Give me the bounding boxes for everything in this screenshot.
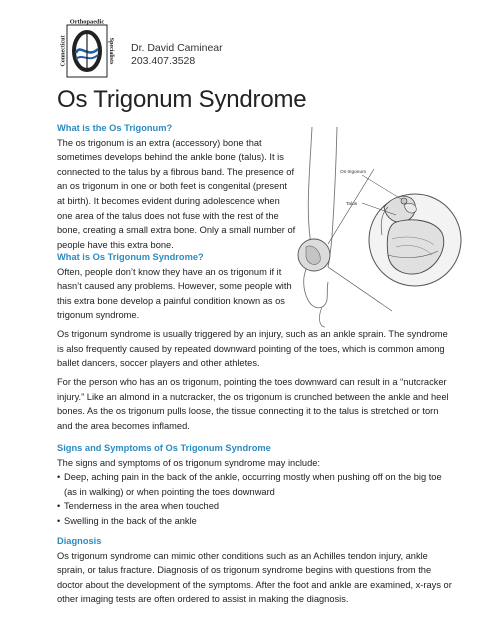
text-line: connected to the talus by a fibrous band. The presence of [57,166,295,177]
text-line: bone, creating a small extra bone. Only a small number of [57,225,296,236]
text-line: and the area becomes inflamed. [57,420,190,431]
section-diagnosis [57,534,477,607]
section-syndrome [57,250,297,323]
text-line: Os trigonum syndrome is usually triggered by an injury, such as an ankle sprain. The syndrome [57,329,448,339]
text-line: injury.” Like an almond in a nutcracker, the os trigonum is crunched between the ankle and heel [57,391,449,402]
text-line: ballet dancers, soccer players and other athletes. [57,358,260,369]
section-heading-signs: Signs and Symptoms of Os Trigonum Syndrome [57,443,271,453]
list-item-line: • Tenderness in the area when touched [64,501,220,512]
text-line: Often, people don’t know they have an os trigonum if it [57,266,282,277]
text-line: trigonum syndrome. [57,310,140,321]
list-item-line: (as in walking) or when pointing the toes downward [64,486,275,497]
text-line: sprain, or talus fracture. Diagnosis of os trigonum syndrome begins with questions from the [57,565,432,576]
section-heading-what-is: What is the Os Trigonum? [57,123,173,133]
text-line: an os trigonum in one or both feet is congenital (present [57,181,287,192]
text-line: The os trigonum is an extra (accessory) bone that [57,137,262,148]
text-line: hasn’t caused any problems. However, some people with [57,281,292,292]
section-heading-diagnosis: Diagnosis [57,536,102,546]
text-line: Os trigonum syndrome can mimic other conditions such as an Achilles tendon injury, ankle [57,550,428,561]
ankle-illustration [292,127,462,332]
signs-intro: The signs and symptoms of os trigonum syndrome may include: [57,457,321,468]
list-item [57,514,477,529]
text-line: For the person who has an os trigonum, pointing the toes downward can result in a “nutcracker [57,377,447,387]
label-os-trigonum: Os trigonum [340,170,367,175]
text-line: people have this extra bone. [57,239,174,250]
text-line: at birth). It becomes evident during adolescence when [57,195,280,206]
text-line: sometimes develops behind the ankle bone (talus). It is [57,152,284,163]
logo-right-text: Specialists [108,37,114,65]
list-item-line: • Swelling in the back of the ankle [64,515,197,526]
text-line: other imaging tests are often ordered to assist in making the diagnosis. [57,594,349,605]
text-line: bones. As the os trigonum pulls loose, the tissue connecting it to the talus is stretched or torn [57,406,439,417]
doctor-phone: 203.407.3528 [131,55,196,67]
section-signs [57,441,477,529]
list-item [57,470,477,499]
doctor-name: Dr. David Caminear [131,42,223,54]
logo-top-text: Orthopaedic [69,18,105,26]
doctor-contact [131,42,223,68]
text-line: this extra bone develop a painful condition known as os [57,295,285,306]
label-talus: Talus [346,202,358,207]
text-line: is also frequently caused by repeated downward pointing of the toes, which is common among [57,343,445,354]
section-heading-syndrome: What is Os Trigonum Syndrome? [57,252,204,262]
text-line: one area of the talus does not fuse with the rest of the [57,210,279,221]
text-line: doctor about the development of the symptoms. After the foot and ankle are examined, x-rays or [57,579,452,590]
section-what-is [57,121,297,252]
list-item-line: • Deep, aching pain in the back of the ankle, occurring mostly when pushing off on the big toe [64,472,442,483]
practice-logo [58,17,116,79]
list-item [57,499,477,514]
paragraph-cause [57,327,477,371]
paragraph-nutcracker [57,375,477,433]
page-title: Os Trigonum Syndrome [57,86,307,113]
logo-left-text: Connecticut [60,35,67,67]
symptom-list [57,470,477,528]
